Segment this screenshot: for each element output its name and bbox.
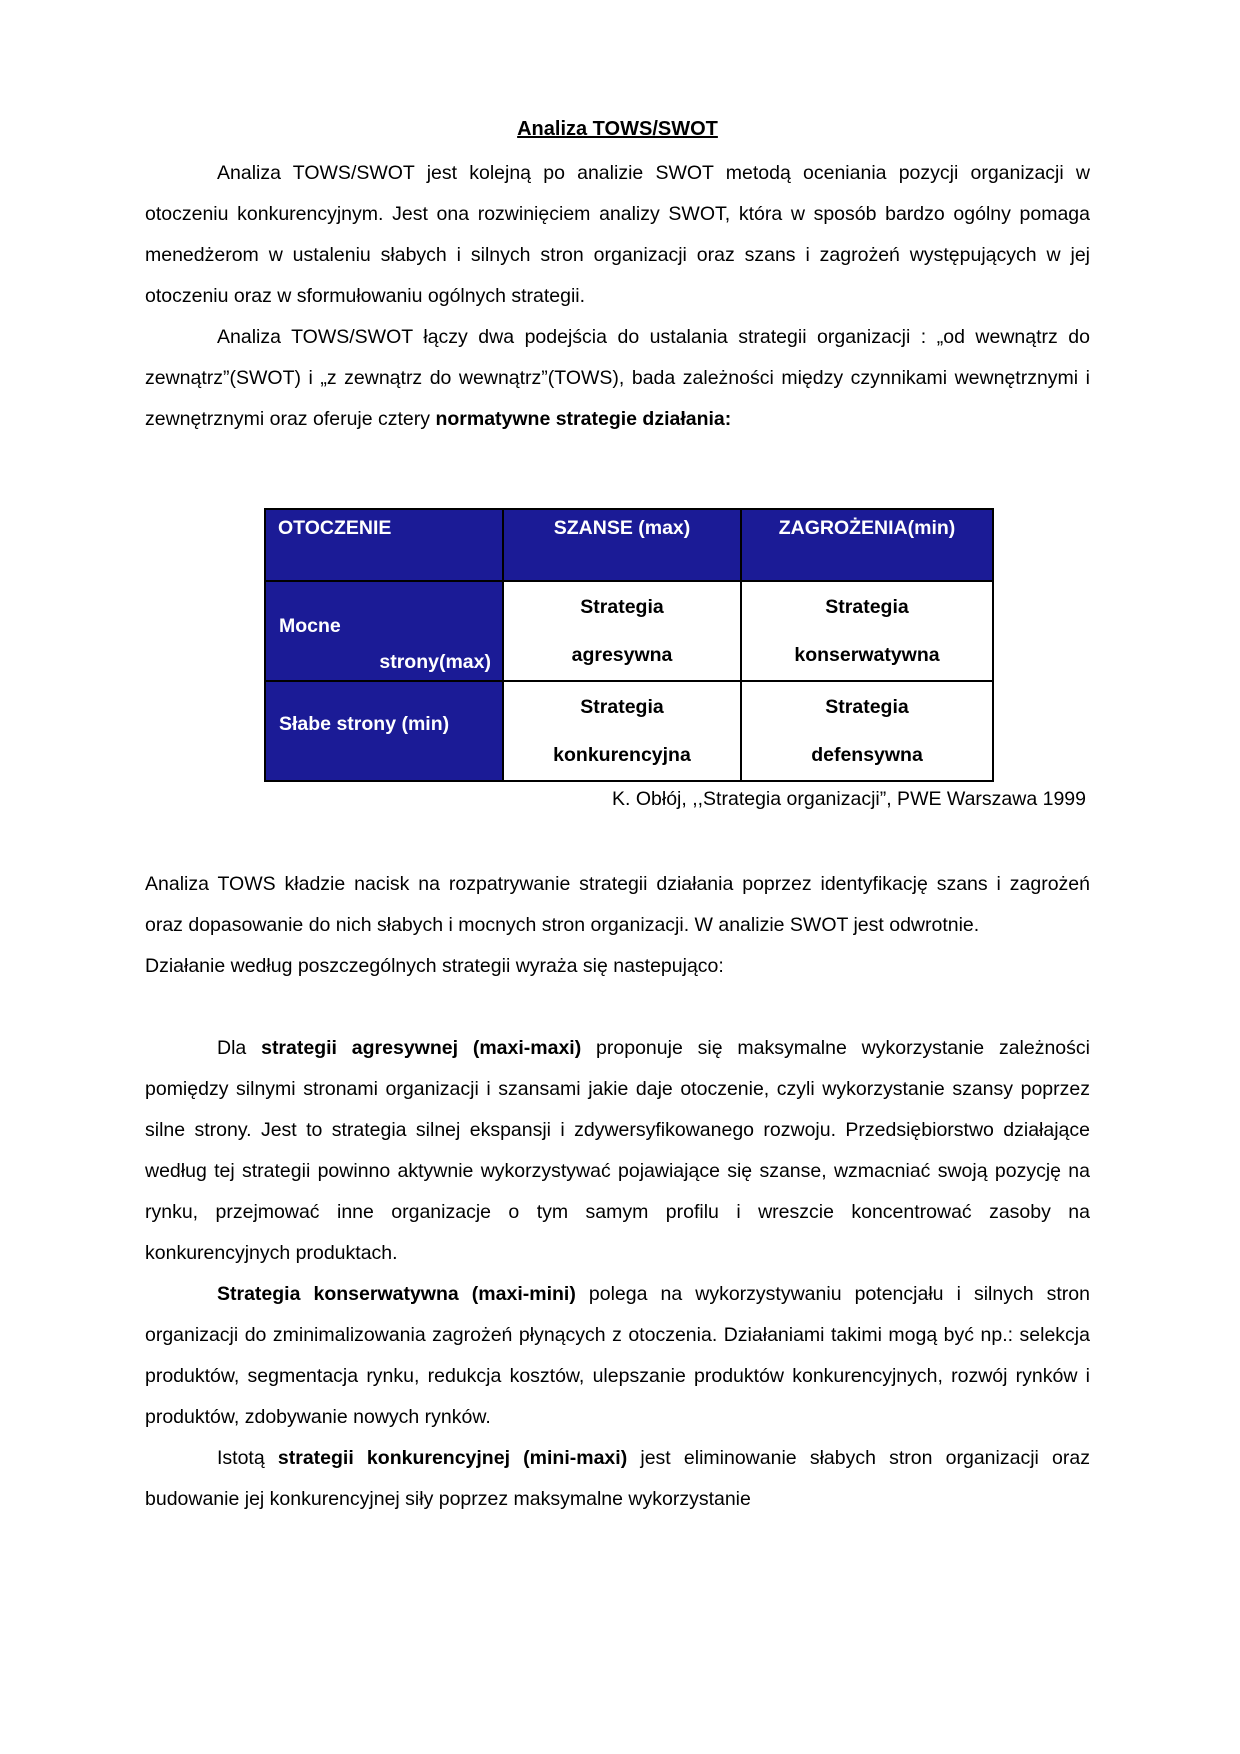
strategy-word-2: konserwatywna xyxy=(794,644,940,666)
document-title: Analiza TOWS/SWOT xyxy=(517,118,718,140)
paragraph-intro: Analiza TOWS/SWOT jest kolejną po analizie SWOT metodą oceniania pozycji organizacji w otoczeniu konkurencyjnym. Jest ona rozwinięciem analizy SWOT, która w sposób bardzo ogólny pomaga menedżerom w ustaleniu słabych i silnych stron organizacji oraz szans i zagrożeń występujących w jej otoczeniu oraz w sformułowaniu ogólnych strategii. xyxy=(145,162,1090,307)
strategy-word-2: konkurencyjna xyxy=(553,744,691,766)
paragraph-conservative-strategy: Strategia konserwatywna (maxi-mini) polega na wykorzystywaniu potencjału i silnych stron organizacji do zminimalizowania zagrożeń płynących z otoczenia. Działaniami takimi mogą być np.: selekcja produktów, segmentacja rynku, redukcja kosztów, ulepszanie produktów konkurencyjnych, rozwój rynków i produktów, zdobywanie nowych rynków. xyxy=(145,1283,1090,1428)
matrix-row-weaknesses xyxy=(265,681,993,781)
paragraph-two-approaches: Analiza TOWS/SWOT łączy dwa podejścia do ustalania strategii organizacji : „od wewnątrz do zewnątrz”(SWOT) i „z zewnątrz do wewnątrz”(TOWS), bada zależności między czynnikami wewnętrznymi i zewnętrznymi oraz oferuje cztery normatywne strategie działania: xyxy=(145,326,1090,430)
tows-matrix-block xyxy=(264,508,1090,782)
strategy-word-1: Strategia xyxy=(580,596,664,618)
paragraph-tows-emphasis: Analiza TOWS kładzie nacisk na rozpatrywanie strategii działania poprzez identyfikację szans i zagrożeń oraz dopasowanie do nich słabych i mocnych stron organizacji. W analizie SWOT jest odwrotnie. xyxy=(145,873,1090,936)
row-label-line2: strony(max) xyxy=(379,651,491,673)
cell-strategia-konkurencyjna xyxy=(503,681,741,781)
paragraph-aggressive-strategy: Dla strategii agresywnej (maxi-maxi) proponuje się maksymalne wykorzystanie zależności pomiędzy silnymi stronami organizacji i szansami jakie daje otoczenie, czyli wykorzystanie szansy poprzez silne strony. Jest to strategia silnej ekspansji i zdywersyfikowanego rozwoju. Przedsiębiorstwo działające według tej strategii powinno aktywnie wykorzystywać pojawiające się szanse, wzmacniać swoją pozycję na rynku, przejmować inne organizacje o tym samym profilu i wreszcie koncentrować zasoby na konkurencyjnych produktach. xyxy=(145,1037,1090,1264)
strategy-word-1: Strategia xyxy=(580,696,664,718)
strategy-word-2: defensywna xyxy=(811,744,923,766)
cell-strategia-defensywna xyxy=(741,681,993,781)
cell-strategia-konserwatywna xyxy=(741,581,993,681)
source-citation: K. Obłój, ,,Strategia organizacji”, PWE Warszawa 1999 xyxy=(612,788,1086,810)
header-cell-otoczenie: OTOCZENIE xyxy=(265,509,503,581)
header-cell-zagrozenia: ZAGROŻENIA(min) xyxy=(741,509,993,581)
row-label-line1: Słabe strony (min) xyxy=(279,713,450,735)
row-label-mocne-strony xyxy=(265,581,503,681)
tows-matrix-table xyxy=(264,508,994,782)
matrix-row-strengths xyxy=(265,581,993,681)
paragraph-strategies-lead-in: Działanie według poszczególnych strategii wyraża się nastepująco: xyxy=(145,955,724,977)
row-label-slabe-strony xyxy=(265,681,503,781)
header-cell-szanse: SZANSE (max) xyxy=(503,509,741,581)
strategy-word-2: agresywna xyxy=(571,644,673,666)
matrix-header-row xyxy=(265,509,993,581)
row-label-line1: Mocne xyxy=(279,615,341,637)
strategy-word-1: Strategia xyxy=(825,596,909,618)
strategy-word-1: Strategia xyxy=(825,696,909,718)
paragraph-competitive-strategy: Istotą strategii konkurencyjnej (mini-maxi) jest eliminowanie słabych stron organizacji oraz budowanie jej konkurencyjnej siły poprzez maksymalne wykorzystanie xyxy=(145,1447,1090,1510)
cell-strategia-agresywna xyxy=(503,581,741,681)
